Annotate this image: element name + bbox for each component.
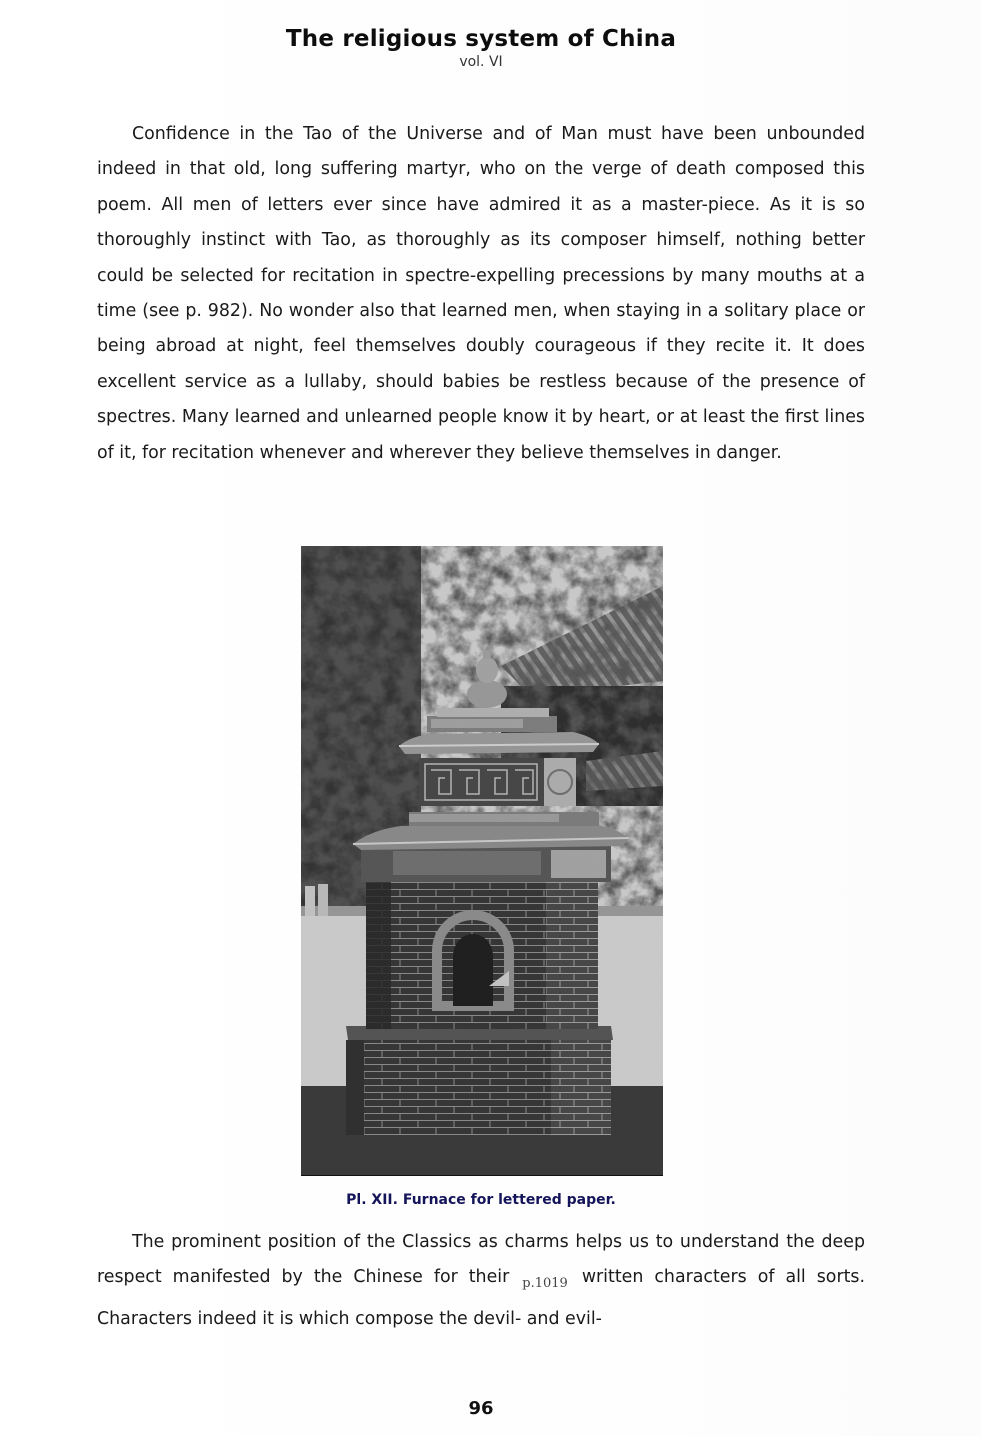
figure-caption: Pl. XII. Furnace for lettered paper. <box>346 1192 616 1208</box>
source-page-marker: p.1019 <box>522 1276 568 1292</box>
furnace-photograph <box>301 546 663 1176</box>
paragraph-1 <box>97 117 865 471</box>
figure-bottom-rule <box>301 1175 663 1176</box>
figure-photo <box>301 546 663 1176</box>
paragraph-2 <box>97 1225 865 1337</box>
book-title: The religious system of China <box>285 26 677 52</box>
film-grain <box>301 546 663 1176</box>
page-number: 96 <box>468 1398 494 1419</box>
paragraph-2-text-end: written characters of all sorts. Characters indeed it is which compose the devil- and evil- <box>97 1267 866 1329</box>
page-header <box>0 24 962 70</box>
volume-label: vol. VI <box>459 54 503 70</box>
paragraph-1-text: Confidence in the Tao of the Universe and of Man must have been unbounded indeed in that old, long suffering martyr, who on the verge of death composed this poem. All men of letters ever since have admired it as a master-piece. As it is so thoroughly instinct with Tao, as thoroughly as its composer himself, nothing better could be selected for recitation in spectre-expelling precessions by many mouths at a time (see p. 982). No wonder also that learned men, when staying in a solitary place or being abroad at night, feel themselves doubly courageous if they recite it. It does excellent service as a lullaby, should babies be restless because of the presence of spectres. Many learned and unlearned people know it by heart, or at least the first lines of it, for recitation whenever and wherever they believe themselves in danger. <box>97 124 865 463</box>
paragraph-2-text-start: The prominent position of the Classics as charms helps us to understand the deep respect manifested by the Chinese for their <box>97 1232 865 1288</box>
